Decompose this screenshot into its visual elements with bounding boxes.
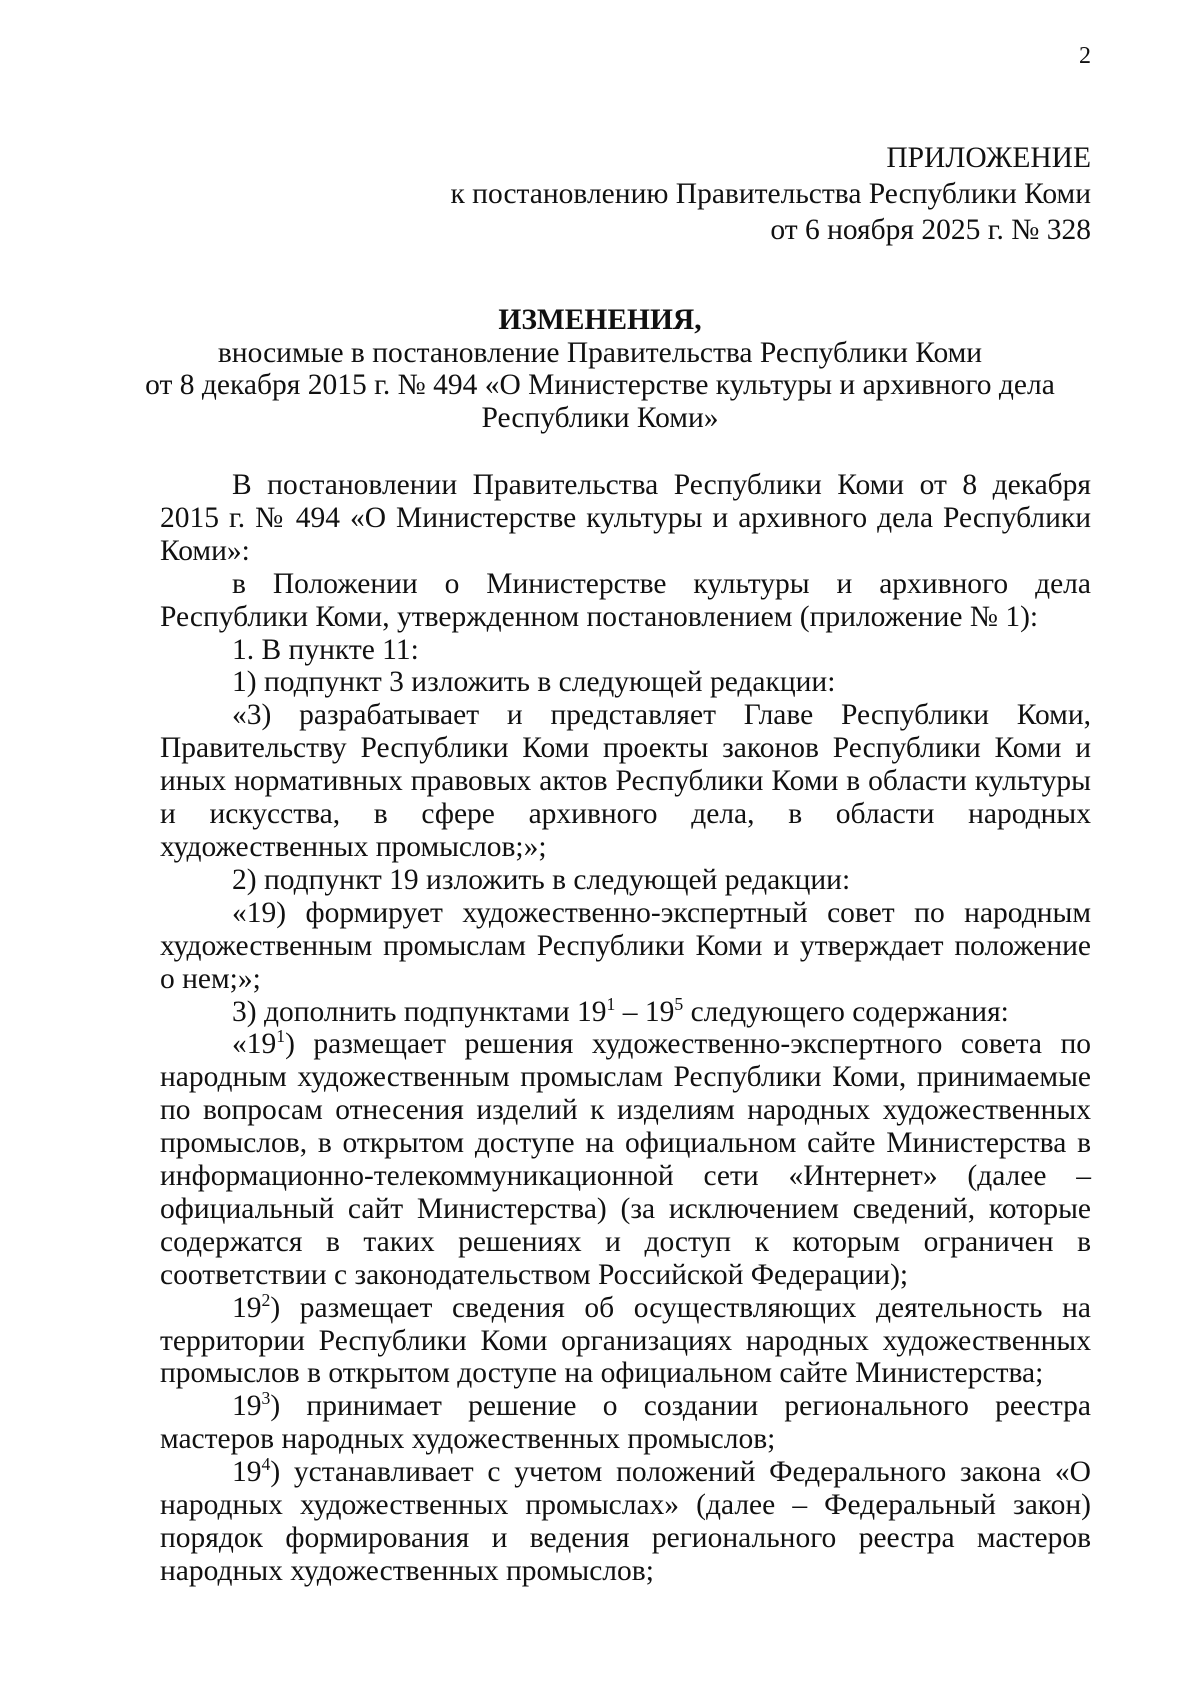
paragraph-9 — [160, 1028, 1091, 1291]
paragraph-11-end: ) принимает решение о создании регионального реестра мастеров народных художественных промыслов; — [160, 1390, 1091, 1456]
appendix-block — [391, 140, 1091, 248]
paragraph-12 — [160, 1456, 1091, 1588]
document-body — [160, 469, 1091, 1588]
appendix-reference: к постановлению Правительства Республики Коми — [450, 178, 1091, 210]
paragraph-9-start: «19 — [232, 1028, 277, 1061]
paragraph-4: 1) подпункт 3 изложить в следующей редакции: — [232, 666, 836, 699]
superscript: 1 — [606, 993, 616, 1014]
paragraph-10-end: ) размещает сведения об осуществляющих деятельность на территории Республики Коми организациях народных художественных промыслов в открытом доступе на официальном сайте Министерства; — [160, 1291, 1091, 1390]
superscript: 3 — [261, 1388, 271, 1409]
paragraph-10 — [160, 1289, 1091, 1391]
superscript: 2 — [261, 1289, 271, 1310]
heading-title: ИЗМЕНЕНИЯ, — [498, 304, 702, 336]
paragraph-8-end: следующего содержания: — [683, 995, 1009, 1028]
document-heading — [109, 304, 1091, 434]
paragraph-10-start: 19 — [232, 1291, 262, 1324]
superscript: 5 — [674, 993, 684, 1014]
paragraph-6: 2) подпункт 19 изложить в следующей редакции: — [232, 863, 851, 896]
paragraph-8-start: 3) дополнить подпунктами 19 — [232, 995, 607, 1028]
paragraph-7: «19) формирует художественно-экспертный совет по народным художественным промыслам Республики Коми и утверждает положение о нем;»; — [160, 896, 1091, 995]
paragraph-12-start: 19 — [232, 1456, 262, 1489]
superscript: 1 — [276, 1026, 286, 1047]
paragraph-2: в Положении о Министерстве культуры и архивного дела Республики Коми, утвержденном постановлением (приложение № 1): — [160, 567, 1091, 633]
heading-line-2: от 8 декабря 2015 г. № 494 «О Министерстве культуры и архивного дела — [145, 369, 1055, 401]
paragraph-1: В постановлении Правительства Республики Коми от 8 декабря 2015 г. № 494 «О Министерстве культуры и архивного дела Республики Коми»: — [160, 469, 1091, 567]
paragraph-12-end: ) устанавливает с учетом положений Федерального закона «О народных художественных промыслах» (далее – Федеральный закон) порядок формирования и ведения регионального реестра мастеров народных художественных промыслов; — [160, 1456, 1091, 1587]
paragraph-9-end: ) размещает решения художественно-экспертного совета по народным художественным промыслам Республики Коми, принимаемые по вопросам отнесения изделий к изделиям народных художественных промыслов, в открытом доступе на официальном сайте Министерства в информационно-телекоммуникационной сети «Интернет» (далее – официальный сайт Министерства) (за исключением сведений, которые содержатся в таких решениях и доступ к которым ограничен в соответствии с законодательством Российской Федерации); — [160, 1028, 1091, 1291]
heading-line-3: Республики Коми» — [481, 401, 719, 434]
page-number: 2 — [1079, 43, 1091, 69]
paragraph-5: «3) разрабатывает и представляет Главе Республики Коми, Правительству Республики Коми проекты законов Республики Коми и иных нормативных правовых актов Республики Коми в области культуры и искусства, в сфере архивного дела, в области народных художественных промыслов;»; — [160, 699, 1091, 863]
paragraph-11-start: 19 — [232, 1390, 262, 1423]
heading-line-1: вносимые в постановление Правительства Республики Коми — [217, 336, 983, 369]
paragraph-11 — [160, 1390, 1091, 1456]
appendix-date-number: от 6 ноября 2025 г. № 328 — [770, 214, 1091, 246]
paragraph-8-middle: – 19 — [615, 995, 675, 1028]
paragraph-3: 1. В пункте 11: — [232, 633, 419, 666]
superscript: 4 — [261, 1454, 271, 1475]
appendix-title: ПРИЛОЖЕНИЕ — [886, 142, 1091, 174]
paragraph-8 — [160, 993, 1091, 1029]
